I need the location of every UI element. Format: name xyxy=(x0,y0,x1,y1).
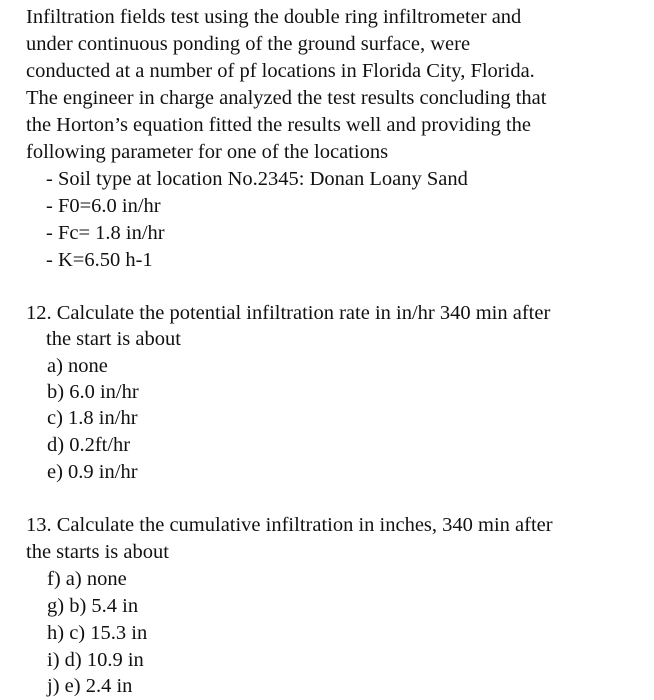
parameter-fc: - Fc= 1.8 in/hr xyxy=(46,222,165,244)
question-12-option-a: a) none xyxy=(47,355,108,377)
question-13-option-g: g) b) 5.4 in xyxy=(47,595,139,617)
question-13-text-line-1: 13. Calculate the cumulative infiltration in inches, 340 min after xyxy=(26,514,553,536)
question-13-option-j: j) e) 2.4 in xyxy=(47,675,133,697)
question-13-option-h: h) c) 15.3 in xyxy=(47,622,148,644)
question-12-option-b: b) 6.0 in/hr xyxy=(47,381,139,403)
parameter-k: - K=6.50 h-1 xyxy=(46,249,153,271)
question-12-option-e: e) 0.9 in/hr xyxy=(47,461,138,483)
question-12-text-line-2: the start is about xyxy=(46,328,181,350)
question-12-text-line-1: 12. Calculate the potential infiltration rate in in/hr 340 min after xyxy=(26,302,551,324)
question-13-option-f: f) a) none xyxy=(47,568,127,590)
question-13-option-i: i) d) 10.9 in xyxy=(47,649,144,671)
parameter-soil-type: - Soil type at location No.2345: Donan Loany Sand xyxy=(46,168,468,190)
intro-line-5: the Horton’s equation fitted the results well and providing the xyxy=(26,114,531,136)
question-12-option-c: c) 1.8 in/hr xyxy=(47,407,138,429)
parameter-f0: - F0=6.0 in/hr xyxy=(46,195,161,217)
intro-line-1: Infiltration fields test using the double ring infiltrometer and xyxy=(26,6,522,28)
intro-line-4: The engineer in charge analyzed the test results concluding that xyxy=(26,87,547,109)
intro-line-6: following parameter for one of the locations xyxy=(26,141,389,163)
intro-line-2: under continuous ponding of the ground surface, were xyxy=(26,33,471,55)
intro-line-3: conducted at a number of pf locations in Florida City, Florida. xyxy=(26,60,535,82)
question-13-text-line-2: the starts is about xyxy=(26,541,169,563)
question-12-option-d: d) 0.2ft/hr xyxy=(47,434,131,456)
